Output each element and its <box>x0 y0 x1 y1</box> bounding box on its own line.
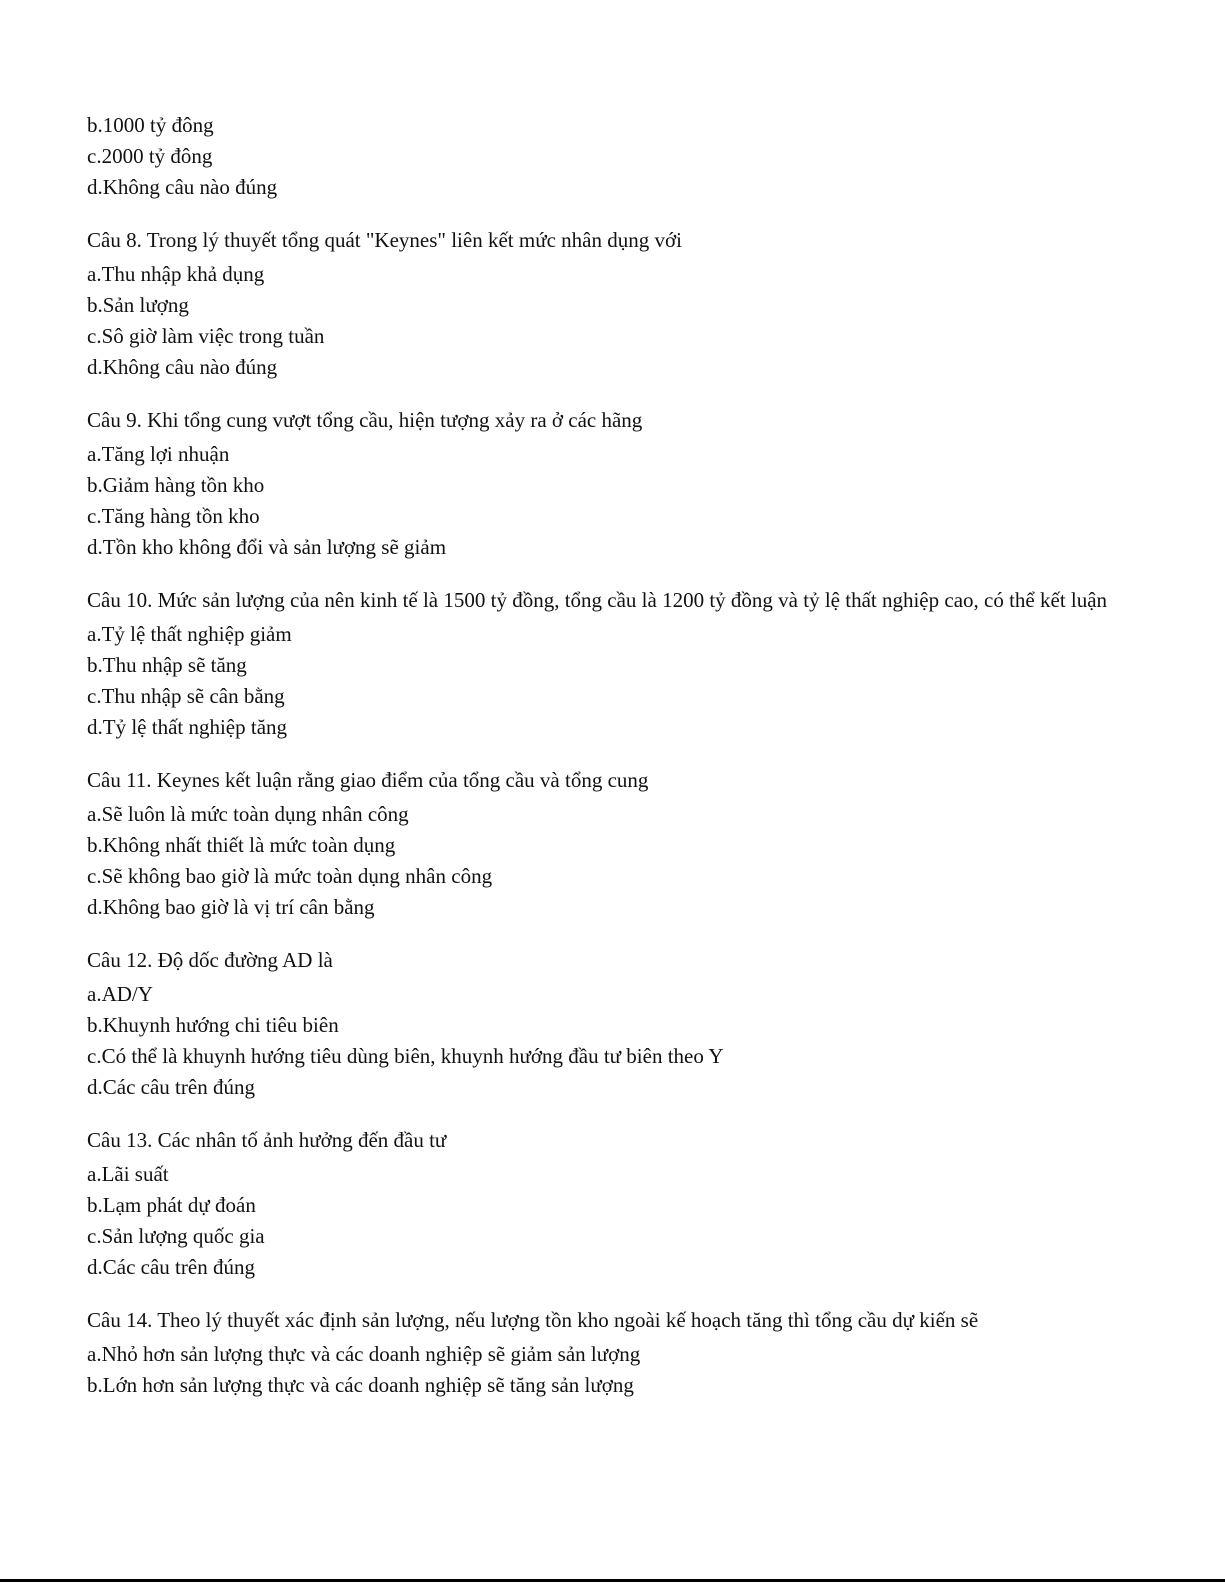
option-b: b.Không nhất thiết là mức toàn dụng <box>87 833 396 857</box>
option-c: c.Sô giờ làm việc trong tuần <box>87 324 325 348</box>
option-c: c.Tăng hàng tồn kho <box>87 504 260 528</box>
question-12 <box>87 948 1137 1103</box>
option-c: c.Có thể là khuynh hướng tiêu dùng biên, khuynh hướng đầu tư biên theo Y <box>87 1044 724 1068</box>
question-title: Câu 9. Khi tổng cung vượt tổng cầu, hiện tượng xảy ra ở các hãng <box>87 408 643 432</box>
option-b: b.Khuynh hướng chi tiêu biên <box>87 1013 339 1037</box>
question-11 <box>87 768 1137 923</box>
option-a: a.Tỷ lệ thất nghiệp giảm <box>87 622 292 646</box>
option-d: d.Tỷ lệ thất nghiệp tăng <box>87 715 288 739</box>
question-title: Câu 14. Theo lý thuyết xác định sản lượng, nếu lượng tồn kho ngoài kế hoạch tăng thì tổng cầu dự kiến sẽ <box>87 1308 979 1332</box>
question-title: Câu 12. Độ dốc đường AD là <box>87 948 333 972</box>
option-a: a.Lãi suất <box>87 1162 169 1186</box>
page-bottom-border <box>0 1579 1225 1582</box>
question-10 <box>87 588 1137 743</box>
option-d: d.Các câu trên đúng <box>87 1255 255 1279</box>
option-b: b.Giảm hàng tồn kho <box>87 473 265 497</box>
option-b: b.1000 tỷ đông <box>87 113 214 137</box>
option-b: b.Lớn hơn sản lượng thực và các doanh nghiệp sẽ tăng sản lượng <box>87 1373 634 1397</box>
option-c: c.Thu nhập sẽ cân bằng <box>87 684 285 708</box>
option-d: d.Không câu nào đúng <box>87 175 278 199</box>
option-a: a.Tăng lợi nhuận <box>87 442 230 466</box>
option-a: a.Sẽ luôn là mức toàn dụng nhân công <box>87 802 409 826</box>
question-title: Câu 11. Keynes kết luận rằng giao điểm của tổng cầu và tổng cung <box>87 768 649 792</box>
question-13 <box>87 1128 1137 1283</box>
option-c: c.2000 tỷ đông <box>87 144 213 168</box>
question-14 <box>87 1308 1137 1401</box>
prev-question-options <box>87 110 1137 203</box>
option-c: c.Sản lượng quốc gia <box>87 1224 265 1248</box>
option-d: d.Không bao giờ là vị trí cân bằng <box>87 895 375 919</box>
question-title: Câu 8. Trong lý thuyết tổng quát "Keynes" liên kết mức nhân dụng với <box>87 228 682 252</box>
option-d: d.Không câu nào đúng <box>87 355 278 379</box>
option-b: b.Sản lượng <box>87 293 189 317</box>
question-title: Câu 10. Mức sản lượng của nên kinh tế là 1500 tỷ đồng, tổng cầu là 1200 tỷ đồng và tỷ lệ thất nghiệp cao, có thể kết luận <box>87 588 1108 612</box>
question-9 <box>87 408 1137 563</box>
question-title: Câu 13. Các nhân tố ảnh hưởng đến đầu tư <box>87 1128 447 1152</box>
option-a: a.Nhỏ hơn sản lượng thực và các doanh nghiệp sẽ giảm sản lượng <box>87 1342 641 1366</box>
option-b: b.Thu nhập sẽ tăng <box>87 653 247 677</box>
option-d: d.Tồn kho không đổi và sản lượng sẽ giảm <box>87 535 447 559</box>
option-b: b.Lạm phát dự đoán <box>87 1193 256 1217</box>
option-a: a.Thu nhập khả dụng <box>87 262 265 286</box>
option-d: d.Các câu trên đúng <box>87 1075 255 1099</box>
option-c: c.Sẽ không bao giờ là mức toàn dụng nhân công <box>87 864 493 888</box>
option-a: a.AD/Y <box>87 982 153 1006</box>
document-content <box>87 110 1137 1426</box>
question-8 <box>87 228 1137 383</box>
